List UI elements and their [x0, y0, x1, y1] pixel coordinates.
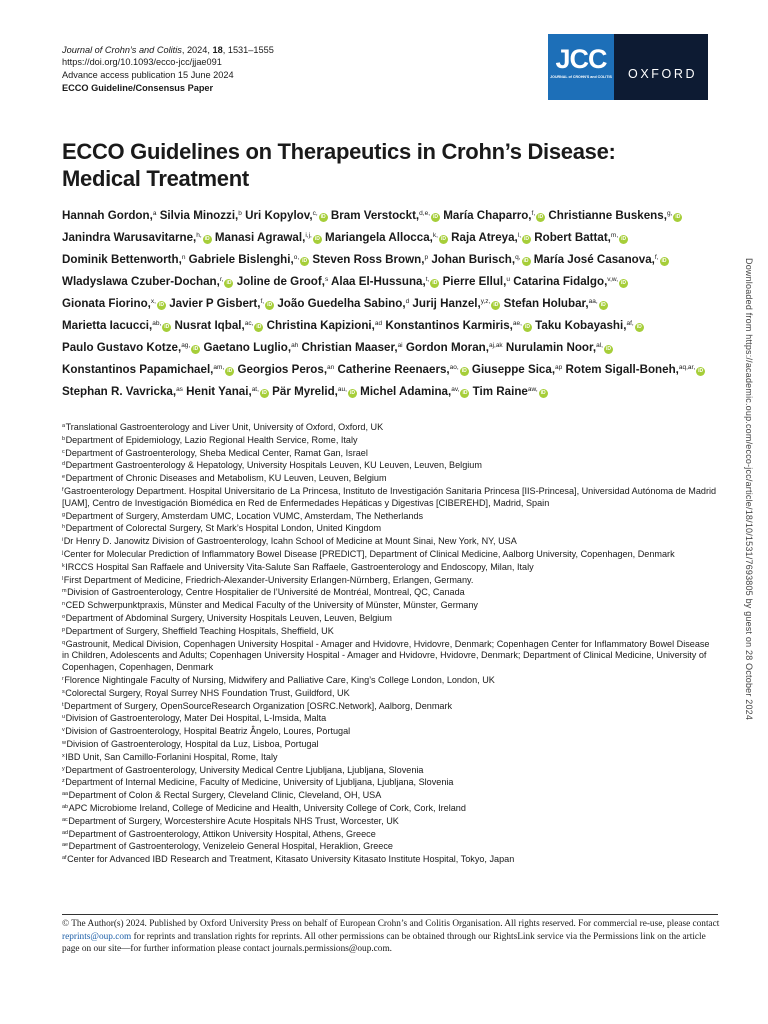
author-name [504, 297, 608, 310]
author-name-text: Hannah Gordon, [62, 209, 153, 222]
author-name [62, 231, 212, 244]
affiliation-marker: ae [62, 842, 69, 849]
author-name-text: Jurij Hanzel, [412, 297, 481, 310]
author-name [548, 209, 682, 222]
author-affiliation-marker: ae, [512, 320, 522, 327]
affiliation-marker: aa [62, 791, 69, 798]
article-type: ECCO Guideline/Consensus Paper [62, 83, 214, 94]
author-name-text: Wladyslawa Czuber-Dochan, [62, 275, 220, 288]
article-title-line-2: Medical Treatment [62, 166, 249, 191]
affiliation-text: Center for Molecular Prediction of Inflammatory Bowel Disease [PREDICT], Department of Clinical Medicine, Aalborg University, Copenhagen, Denmark [63, 548, 675, 559]
author-affiliation-marker: au, [337, 386, 347, 393]
author-name-text: Silvia Minozzi, [159, 209, 239, 222]
author-name [338, 363, 469, 376]
author-name [169, 297, 274, 310]
affiliation-marker: k [62, 562, 65, 569]
orcid-icon[interactable]: iD [461, 368, 467, 374]
orcid-icon[interactable]: iD [314, 236, 320, 242]
journal-name: Journal of Crohn’s and Colitis [62, 45, 182, 55]
affiliation-text: Division of Gastroenterology, Mater Dei Hospital, L-Imsida, Malta [65, 713, 327, 724]
affiliation-marker: n [62, 601, 66, 608]
author-affiliation-marker: ad [374, 320, 383, 327]
author-affiliation-marker: ao, [449, 364, 459, 371]
author-affiliation-marker: av, [451, 386, 460, 393]
affiliation-marker: p [62, 626, 66, 633]
affiliation-marker: c [62, 448, 65, 455]
author-name-text: Raja Atreya, [451, 231, 518, 244]
author-affiliation-marker: f, [260, 298, 265, 305]
author-name [385, 319, 532, 332]
affiliation-marker: af [62, 855, 67, 862]
author-name [331, 209, 440, 222]
author-name [472, 363, 562, 376]
author-affiliation-marker: d [405, 298, 410, 305]
author-name-text: Paulo Gustavo Kotze, [62, 341, 182, 354]
author-affiliation-marker: h, [196, 232, 202, 239]
orcid-icon[interactable]: iD [621, 236, 627, 242]
advance-access-date: Advance access publication 15 June 2024 [62, 69, 234, 80]
author-name [302, 341, 403, 354]
author-affiliation-marker: ap [555, 364, 563, 371]
affiliation-marker: ad [62, 829, 69, 836]
author-name [325, 231, 448, 244]
affiliation-text: Department of Colorectal Surgery, St Mark’s Hospital London, United Kingdom [65, 523, 382, 534]
author-name [277, 297, 409, 310]
author-affiliation-marker: ab, [152, 320, 162, 327]
author-name-text: Marietta Iacucci, [62, 319, 153, 332]
jcc-journal-logo[interactable] [548, 34, 614, 100]
affiliation-marker: h [62, 524, 66, 531]
orcid-icon[interactable]: iD [605, 346, 611, 352]
author-name [62, 253, 185, 266]
author-name-text: Gabriele Bislenghi, [188, 253, 294, 266]
author-affiliation-marker: q, [515, 254, 521, 261]
author-affiliation-marker: f, [654, 254, 659, 261]
affiliation-text: IRCCS Hospital San Raffaele and University Vita-Salute San Raffaele, Gastroenterology and Endoscopy, Milan, Italy [65, 561, 534, 572]
author-name-text: Henit Yanai, [186, 385, 252, 398]
affiliation-item [62, 815, 718, 828]
author-name [443, 209, 545, 222]
author-name [215, 231, 322, 244]
affiliation-marker: ab [62, 803, 69, 810]
affiliation-item [62, 776, 718, 789]
affiliation-marker: ac [62, 816, 68, 823]
copyright-text-rest: for reprints and translation rights for reprints. All other permissions can be obtained through our RightsLink service via the Permissions link on the article page on our site—for further information please contact journals.permissions@oup.com. [62, 931, 706, 955]
author-name-text: Bram Verstockt, [330, 209, 420, 222]
affiliation-marker: u [62, 714, 66, 721]
author-name-text: Robert Battat, [534, 231, 611, 244]
affiliation-marker: z [62, 778, 65, 785]
affiliation-marker: m [62, 588, 67, 595]
author-name [272, 385, 357, 398]
author-name-text: Javier P Gisbert, [169, 297, 261, 310]
author-name-text: Mariangela Allocca, [325, 231, 433, 244]
affiliation-item [62, 725, 718, 738]
orcid-icon[interactable]: iD [675, 214, 681, 220]
orcid-icon[interactable]: iD [433, 214, 439, 220]
orcid-icon[interactable]: iD [267, 302, 273, 308]
author-name-text: María José Casanova, [533, 253, 655, 266]
author-name [431, 253, 530, 266]
author-affiliation-marker: ag, [181, 342, 191, 349]
affiliation-marker: v [62, 727, 65, 734]
author-affiliation-marker: t, [425, 276, 430, 283]
oxford-logo-text: OXFORD [628, 67, 698, 81]
author-affiliation-marker: x, [150, 298, 156, 305]
affiliation-item [62, 712, 718, 725]
author-name-text: Christian Maaser, [301, 341, 398, 354]
affiliation-item [62, 485, 718, 510]
author-name [62, 363, 234, 376]
affiliation-marker: a [62, 423, 66, 429]
author-affiliation-marker: l, [517, 232, 522, 239]
journal-header [62, 44, 274, 95]
journal-year: , 2024, [181, 45, 213, 55]
affiliation-text: Department of Gastroenterology, University Medical Centre Ljubljana, Ljubljana, Slovenia [65, 764, 424, 775]
orcid-icon[interactable]: iD [661, 258, 667, 264]
orcid-icon[interactable]: iD [261, 390, 267, 396]
affiliation-item [62, 802, 718, 815]
author-name-text: Tim Raine [472, 385, 528, 398]
author-name-text: Nusrat Iqbal, [174, 319, 245, 332]
orcid-icon[interactable]: iD [523, 258, 529, 264]
author-name [237, 275, 329, 288]
affiliation-item [62, 738, 718, 751]
author-name-text: Catarina Fidalgo, [513, 275, 608, 288]
orcid-icon[interactable]: iD [440, 236, 446, 242]
author-affiliation-marker: af, [626, 320, 634, 327]
author-name-text: Giuseppe Sica, [471, 363, 556, 376]
author-name-text: Manasi Agrawal, [214, 231, 306, 244]
author-name-text: João Guedelha Sabino, [277, 297, 406, 310]
orcid-icon[interactable]: iD [524, 324, 530, 330]
orcid-icon[interactable]: iD [432, 280, 438, 286]
affiliation-text: Florence Nightingale Faculty of Nursing, Midwifery and Palliative Care, King’s College London, London, UK [64, 674, 495, 685]
author-affiliation-marker: as [176, 386, 183, 393]
author-name [566, 363, 706, 376]
orcid-icon[interactable]: iD [256, 324, 262, 330]
author-name-text: Taku Kobayashi, [535, 319, 627, 332]
affiliation-item [62, 764, 718, 777]
author-name [513, 275, 628, 288]
affiliation-marker: r [62, 675, 64, 682]
author-name [534, 253, 669, 266]
author-name-text: Steven Ross Brown, [312, 253, 425, 266]
affiliation-item [62, 421, 718, 434]
affiliation-text: Department of Gastroenterology, Sheba Medical Center, Ramat Gan, Israel [65, 447, 368, 458]
author-affiliation-marker: ah [291, 342, 299, 349]
author-affiliation-marker: al, [596, 342, 603, 349]
affiliation-item [62, 586, 718, 599]
affiliation-text: Department of Surgery, Worcestershire Acute Hospitals NHS Trust, Worcester, UK [68, 815, 399, 826]
author-name [267, 319, 382, 332]
author-affiliation-marker: u [506, 276, 510, 283]
author-name-text: Janindra Warusavitarne, [62, 231, 197, 244]
orcid-icon[interactable]: iD [621, 280, 627, 286]
author-name [535, 319, 644, 332]
author-affiliation-marker: v,w, [607, 276, 619, 283]
author-name [237, 363, 334, 376]
author-name [175, 319, 264, 332]
affiliation-marker: e [62, 474, 66, 481]
affiliation-text: Division of Gastroenterology, Hospital Beatriz Ângelo, Loures, Portugal [65, 726, 351, 737]
author-affiliation-marker: am, [213, 364, 225, 371]
affiliation-text: Department of Internal Medicine, Faculty of Medicine, University of Ljubljana, Ljubljana, Slovenia [65, 777, 454, 788]
author-name [62, 385, 183, 398]
affiliation-text: Colorectal Surgery, Royal Surrey NHS Foundation Trust, Guildford, UK [65, 687, 350, 698]
author-name-text: Stephan R. Vavricka, [62, 385, 177, 398]
affiliation-marker: l [62, 575, 64, 582]
affiliation-marker: f [62, 486, 64, 493]
author-name [62, 297, 166, 310]
author-name-text: Nurulamin Noor, [505, 341, 597, 354]
affiliation-text: Gastrounit, Medical Division, Copenhagen University Hospital - Amager and Hvidovre, Hvidovre, Denmark; Copenhagen Center for Inflammatory Bowel Disease in Children, Adolescents and Adults; Copenhagen University Hospital - Amager and Hvidovre, Hvidovre, Denmark; Department of Clinical Medicine, University of Copenhagen, Copenhagen, Denmark [62, 638, 710, 673]
orcid-icon[interactable]: iD [320, 214, 326, 220]
author-name [534, 231, 628, 244]
author-affiliation-marker: f, [531, 210, 536, 217]
affiliation-marker: i [62, 537, 64, 544]
affiliation-text: First Department of Medicine, Friedrich-Alexander-University Erlangen-Nürnberg, Erlangen, Germany. [63, 574, 474, 585]
affiliation-marker: g [62, 511, 66, 518]
affiliation-text: Department of Gastroenterology, Attikon University Hospital, Athens, Greece [68, 828, 376, 839]
author-name-text: Gaetano Luglio, [203, 341, 292, 354]
author-name [312, 253, 428, 266]
author-affiliation-marker: g, [666, 210, 673, 217]
orcid-icon[interactable]: iD [538, 214, 544, 220]
author-name [186, 385, 269, 398]
affiliation-text: Center for Advanced IBD Research and Treatment, Kitasato University Kitasato Institute Hospital, Tokyo, Japan [67, 854, 515, 865]
affiliation-text: Department of Surgery, Amsterdam UMC, Location VUMC, Amsterdam, The Netherlands [65, 510, 424, 521]
orcid-icon[interactable]: iD [524, 236, 530, 242]
affiliation-text: Department Gastroenterology & Hepatology, University Hospitals Leuven, KU Leuven, Leuven, Belgium [65, 460, 482, 471]
affiliation-text: IBD Unit, San Camillo-Forlanini Hospital, Rome, Italy [65, 751, 278, 762]
affiliation-item [62, 638, 718, 674]
author-affiliation-marker: m, [610, 232, 619, 239]
author-name [331, 275, 439, 288]
author-name-text: María Chaparro, [443, 209, 532, 222]
author-name-text: Dominik Bettenworth, [62, 253, 182, 266]
affiliation-item [62, 828, 718, 841]
article-title [62, 138, 702, 192]
orcid-icon[interactable]: iD [227, 368, 233, 374]
author-affiliation-marker: k, [432, 232, 438, 239]
download-notice: Downloaded from https://academic.oup.com/ecco-jcc/article/18/10/1531/7693805 by guest on 28 October 2024 [744, 258, 754, 721]
affiliation-marker: d [62, 461, 66, 468]
affiliation-item [62, 840, 718, 853]
affiliation-marker: t [62, 701, 64, 708]
author-name-text: Konstantinos Karmiris, [385, 319, 513, 332]
orcid-icon[interactable]: iD [462, 390, 468, 396]
affiliation-item [62, 434, 718, 447]
article-title-line-1: ECCO Guidelines on Therapeutics in Crohn’s Disease: [62, 139, 616, 164]
author-affiliation-marker: aj,ak [488, 342, 503, 349]
affiliation-text: APC Microbiome Ireland, College of Medicine and Health, University College of Cork, Cork, Ireland [68, 802, 466, 813]
affiliation-text: Department of Abdominal Surgery, University Hospitals Leuven, Leuven, Belgium [65, 612, 392, 623]
author-name-text: Gordon Moran, [405, 341, 489, 354]
author-name-text: Alaa El-Hussuna, [331, 275, 426, 288]
orcid-icon[interactable]: iD [204, 236, 210, 242]
orcid-icon[interactable]: iD [636, 324, 642, 330]
author-name-text: Pär Myrelid, [272, 385, 338, 398]
affiliation-item [62, 612, 718, 625]
affiliation-item [62, 510, 718, 523]
author-name [506, 341, 613, 354]
orcid-icon[interactable]: iD [698, 368, 704, 374]
orcid-icon[interactable]: iD [600, 302, 606, 308]
affiliation-item [62, 561, 718, 574]
author-name-text: Michel Adamina, [360, 385, 452, 398]
author-name-text: Georgios Peros, [237, 363, 328, 376]
jcc-logo-text: JCC [555, 44, 607, 74]
affiliation-marker: x [62, 752, 65, 759]
orcid-icon[interactable]: iD [349, 390, 355, 396]
affiliation-marker: j [62, 549, 64, 556]
author-name [443, 275, 510, 288]
affiliation-item [62, 789, 718, 802]
doi-link[interactable]: https://doi.org/10.1093/ecco-jcc/jjae091 [62, 57, 222, 68]
author-affiliation-marker: b [238, 210, 242, 217]
affiliation-text: Dr Henry D. Janowitz Division of Gastroenterology, Icahn School of Medicine at Mount Sinai, New York, NY, USA [63, 536, 517, 547]
author-name [62, 209, 156, 222]
affiliation-marker: s [62, 688, 65, 695]
affiliation-item [62, 625, 718, 638]
affiliation-text: Department of Epidemiology, Lazio Regional Health Service, Rome, Italy [65, 434, 358, 445]
affiliation-item [62, 700, 718, 713]
affiliation-text: CED Schwerpunktpraxis, Münster and Medical Faculty of the University of Münster, Münster, Germany [65, 600, 478, 611]
orcid-icon[interactable]: iD [302, 258, 308, 264]
affiliation-text: Department of Gastroenterology, Venizeleio General Hospital, Heraklion, Greece [68, 841, 393, 852]
oxford-publisher-logo[interactable] [614, 34, 708, 100]
author-name [160, 209, 242, 222]
journal-citation [62, 44, 274, 56]
author-name [62, 341, 200, 354]
affiliation-item [62, 459, 718, 472]
affiliation-marker: w [62, 739, 66, 746]
affiliation-text: Gastroenterology Department. Hospital Universitario de La Princesa, Instituto de Investigación Sanitaria Princesa [IIS-Princesa], Universidad Autónoma de Madrid [UAM], Centro de Investigación Biomédica en Red de Enfermedades Hepáticas y Digestivas [CIBEREHD], Madrid, Spain [62, 485, 717, 508]
author-affiliation-marker: c, [312, 210, 318, 217]
author-affiliation-marker: i,j, [305, 232, 312, 239]
affiliation-marker: o [62, 613, 66, 620]
affiliation-list [62, 421, 718, 866]
author-list [62, 204, 712, 402]
author-name [62, 319, 171, 332]
author-name [189, 253, 309, 266]
orcid-icon[interactable]: iD [193, 346, 199, 352]
affiliation-item [62, 548, 718, 561]
affiliation-text: Division of Gastroenterology, Hospital da Luz, Lisboa, Portugal [66, 738, 319, 749]
orcid-icon[interactable]: iD [540, 390, 546, 396]
author-affiliation-marker: ai [397, 342, 403, 349]
author-name [451, 231, 531, 244]
affiliation-item [62, 535, 718, 548]
copyright-notice [62, 918, 722, 956]
author-name [412, 297, 500, 310]
author-name-text: Catherine Reenaers, [337, 363, 450, 376]
author-name-text: Uri Kopylov, [245, 209, 313, 222]
copyright-text: © The Author(s) 2024. Published by Oxford University Press on behalf of European Crohn’s and Colitis Organisation. All rights reserved. For commercial re-use, please contact [62, 919, 720, 929]
author-name [360, 385, 469, 398]
author-name [406, 341, 503, 354]
author-affiliation-marker: a [152, 210, 157, 217]
author-affiliation-marker: ac, [244, 320, 254, 327]
author-affiliation-marker: o, [293, 254, 300, 261]
affiliation-item [62, 751, 718, 764]
orcid-icon[interactable]: iD [164, 324, 170, 330]
author-affiliation-marker: at, [251, 386, 259, 393]
orcid-icon[interactable]: iD [493, 302, 499, 308]
author-name-text: Gionata Fiorino, [62, 297, 151, 310]
journal-pages: , 1531–1555 [222, 45, 274, 55]
author-name-text: Pierre Ellul, [442, 275, 507, 288]
author-affiliation-marker: an [327, 364, 335, 371]
affiliation-item [62, 472, 718, 485]
affiliation-item [62, 853, 718, 866]
author-affiliation-marker: r, [219, 276, 224, 283]
affiliation-marker: y [62, 765, 65, 772]
journal-volume: 18 [212, 45, 223, 55]
footer-divider [62, 914, 718, 915]
orcid-icon[interactable]: iD [158, 302, 164, 308]
affiliation-text: Department of Surgery, OpenSourceResearch Organization [OSRC.Network], Aalborg, Denmark [64, 700, 453, 711]
author-affiliation-marker: s [324, 276, 329, 283]
jcc-logo-subtext: JOURNAL of CROHN'S and COLITIS [550, 75, 612, 79]
author-name-text: Stefan Holubar, [503, 297, 589, 310]
author-name [62, 275, 233, 288]
affiliation-item [62, 674, 718, 687]
author-affiliation-marker: p [424, 254, 429, 261]
affiliation-marker: q [62, 639, 66, 646]
affiliation-text: Division of Gastroenterology, Centre Hospitalier de l’Université de Montréal, Montreal, QC, Canada [67, 587, 465, 598]
author-name-text: Rotem Sigall-Boneh, [565, 363, 679, 376]
author-name-text: Johan Burisch, [431, 253, 516, 266]
author-name [203, 341, 298, 354]
author-affiliation-marker: aa, [588, 298, 598, 305]
author-affiliation-marker: aw, [527, 386, 538, 393]
author-name-text: Joline de Groof, [236, 275, 325, 288]
affiliation-text: Department of Surgery, Sheffield Teaching Hospitals, Sheffield, UK [65, 625, 334, 636]
affiliation-item [62, 447, 718, 460]
reprints-email-link[interactable]: reprints@oup.com [62, 931, 132, 942]
author-affiliation-marker: d,e, [419, 210, 431, 217]
affiliation-marker: b [62, 435, 66, 442]
affiliation-text: Translational Gastroenterology and Liver Unit, University of Oxford, Oxford, UK [65, 422, 384, 432]
author-affiliation-marker: n [181, 254, 186, 261]
author-affiliation-marker: aq,ar, [678, 364, 696, 371]
affiliation-text: Department of Colon & Rectal Surgery, Cleveland Clinic, Cleveland, OH, USA [68, 790, 382, 801]
author-name-text: Christianne Buskens, [548, 209, 667, 222]
affiliation-item [62, 522, 718, 535]
author-name-text: Konstantinos Papamichael, [62, 363, 214, 376]
author-affiliation-marker: y,z, [480, 298, 491, 305]
affiliation-item [62, 599, 718, 612]
orcid-icon[interactable]: iD [226, 280, 232, 286]
affiliation-text: Department of Chronic Diseases and Metabolism, KU Leuven, Leuven, Belgium [65, 473, 387, 484]
author-name [245, 209, 328, 222]
affiliation-item [62, 687, 718, 700]
affiliation-item [62, 574, 718, 587]
author-name-text: Christina Kapizioni, [266, 319, 375, 332]
author-name [473, 385, 548, 398]
